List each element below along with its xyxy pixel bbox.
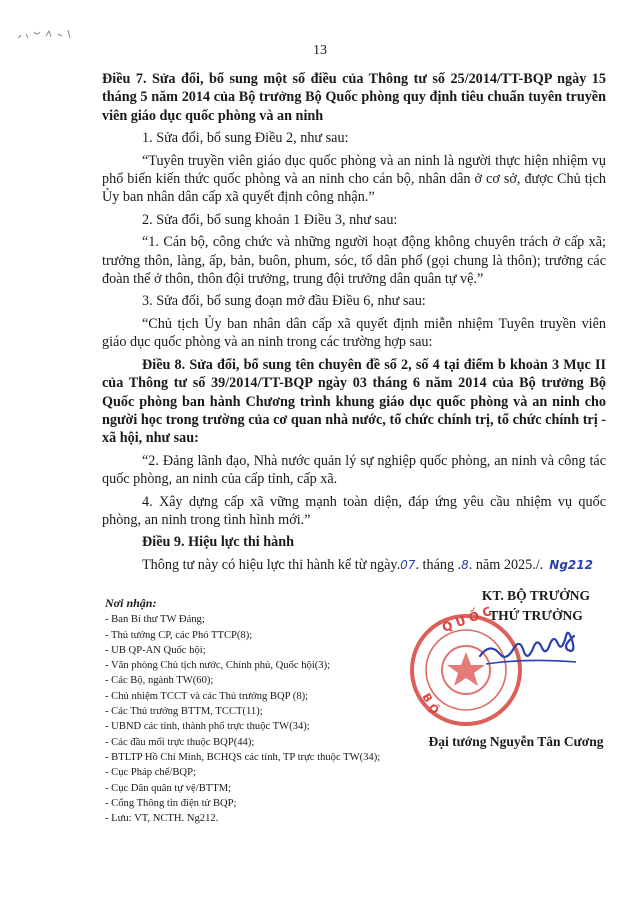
recipient-item: - Lưu: VT, NCTH. Ng212. [105,813,219,825]
effective-date-text-3: . năm 2025./. [468,556,544,573]
signer-name: Đại tướng Nguyễn Tân Cương [428,734,604,749]
recipient-item: - Cổng Thông tin điện tử BQP; [105,797,237,809]
recipient-item: - Ban Bí thư TW Đảng; [105,614,205,626]
article-7-clause-2: 2. Sửa đổi, bổ sung khoản 1 Điều 3, như sau: [142,211,398,228]
effective-date-text-1: Thông tư này có hiệu lực thi hành kể từ ngày. [142,556,401,573]
recipient-item: - Các Thủ trưởng BTTM, TCCT(11); [105,706,263,718]
signature-title-2: THỨ TRƯỞNG [489,608,583,623]
article-7-clause-3: 3. Sửa đổi, bổ sung đoạn mở đầu Điều 6, như sau: [142,293,426,310]
recipient-item: - Các đầu mối trực thuộc BQP(44); [105,736,255,748]
article-9-heading: Điều 9. Hiệu lực thi hành [142,534,294,551]
article-7-quote-2: “1. Cán bộ, công chức và những người hoạt động không chuyên trách ở cấp xã; trưởng thôn, làng, ấp, bản, buôn, phum, sóc, tổ dân phố (gọi chung là thôn); trưởng các đoàn thể ở thôn, thôn đội trưởng, trung đội trưởng dân quân tự vệ.” [102,234,606,288]
effective-date-text-2: . tháng . [415,556,462,573]
article-7-quote-3: “Chủ tịch Ủy ban nhân dân cấp xã quyết định miễn nhiệm Tuyên truyền viên giáo dục quốc phòng và an ninh trong các trường hợp sau: [102,315,606,351]
handwritten-signature [472,626,602,676]
recipient-item: - Chủ nhiệm TCCT và các Thủ trưởng BQP (8); [105,690,309,702]
article-7-quote-1: “Tuyên truyền viên giáo dục quốc phòng và an ninh là người thực hiện nhiệm vụ phổ biến kiến thức quốc phòng và an ninh cho cán bộ, nhân dân ở cơ sở, được Chủ tịch Ủy ban nhân dân cấp xã quyết định công nhận.” [102,152,606,206]
recipient-item: - BTLTP Hồ Chí Minh, BCHQS các tỉnh, TP trực thuộc TW(34); [105,751,381,763]
effective-date-line [102,556,606,574]
article-8-quote-2: 4. Xây dựng cấp xã vững mạnh toàn diện, đáp ứng yêu cầu nhiệm vụ quốc phòng, an ninh trong tình hình mới.” [102,493,606,528]
article-8-quote-1: “2. Đảng lãnh đạo, Nhà nước quản lý sự nghiệp quốc phòng, an ninh và công tác quốc phòng, an ninh của cấp tỉnh, cấp xã. [102,452,606,488]
article-7-clause-1: 1. Sửa đổi, bổ sung Điều 2, như sau: [142,130,349,147]
svg-text:Q U Ố C: Q U Ố C [440,604,494,635]
recipient-item: - Thủ tướng CP, các Phó TTCP(8); [105,629,253,641]
effective-day-handwritten: 07 [400,557,416,572]
recipients-list [105,612,405,826]
signature-title-1: KT. BỘ TRƯỞNG [481,588,591,603]
recipient-item: - Văn phòng Chủ tịch nước, Chính phủ, Quốc hội(3); [105,660,331,672]
effective-month-handwritten: 8 [461,557,469,572]
document-body [102,70,606,578]
recipients-block [105,596,405,826]
page-number: 13 [313,43,327,58]
article-8-heading: Điều 8. Sửa đổi, bổ sung tên chuyên đề số 2, số 4 tại điểm b khoản 3 Mục II của Thông tư số 39/2014/TT-BQP ngày 03 tháng 6 năm 2014 của Bộ trưởng Bộ Quốc phòng ban hành Chương trình khung giáo dục quốc phòng và an ninh cho người học trong trường của cơ quan nhà nước, tổ chức chính trị, tổ chức chính trị - xã hội, như sau: [102,356,606,447]
recipient-item: - Các Bộ, ngành TW(60); [105,675,214,687]
recipient-item: - UBND các tỉnh, thành phố trực thuộc TW(34); [105,721,310,733]
svg-text:B Ộ: B Ộ [419,691,442,717]
handwritten-note: Ng212 [549,557,593,572]
recipients-title: Nơi nhận: [105,596,157,610]
recipient-item: - Cục Dân quân tự vệ/BTTM; [105,782,232,794]
recipient-item: - UB QP-AN Quốc hội; [105,644,206,656]
recipient-item: - Cục Pháp chế/BQP; [105,767,196,779]
article-7-heading: Điều 7. Sửa đổi, bổ sung một số điều của Thông tư số 25/2014/TT-BQP ngày 15 tháng 5 năm 2014 của Bộ trưởng Bộ Quốc phòng quy định tiêu chuẩn tuyên truyền viên giáo dục quốc phòng và an ninh [102,71,606,124]
